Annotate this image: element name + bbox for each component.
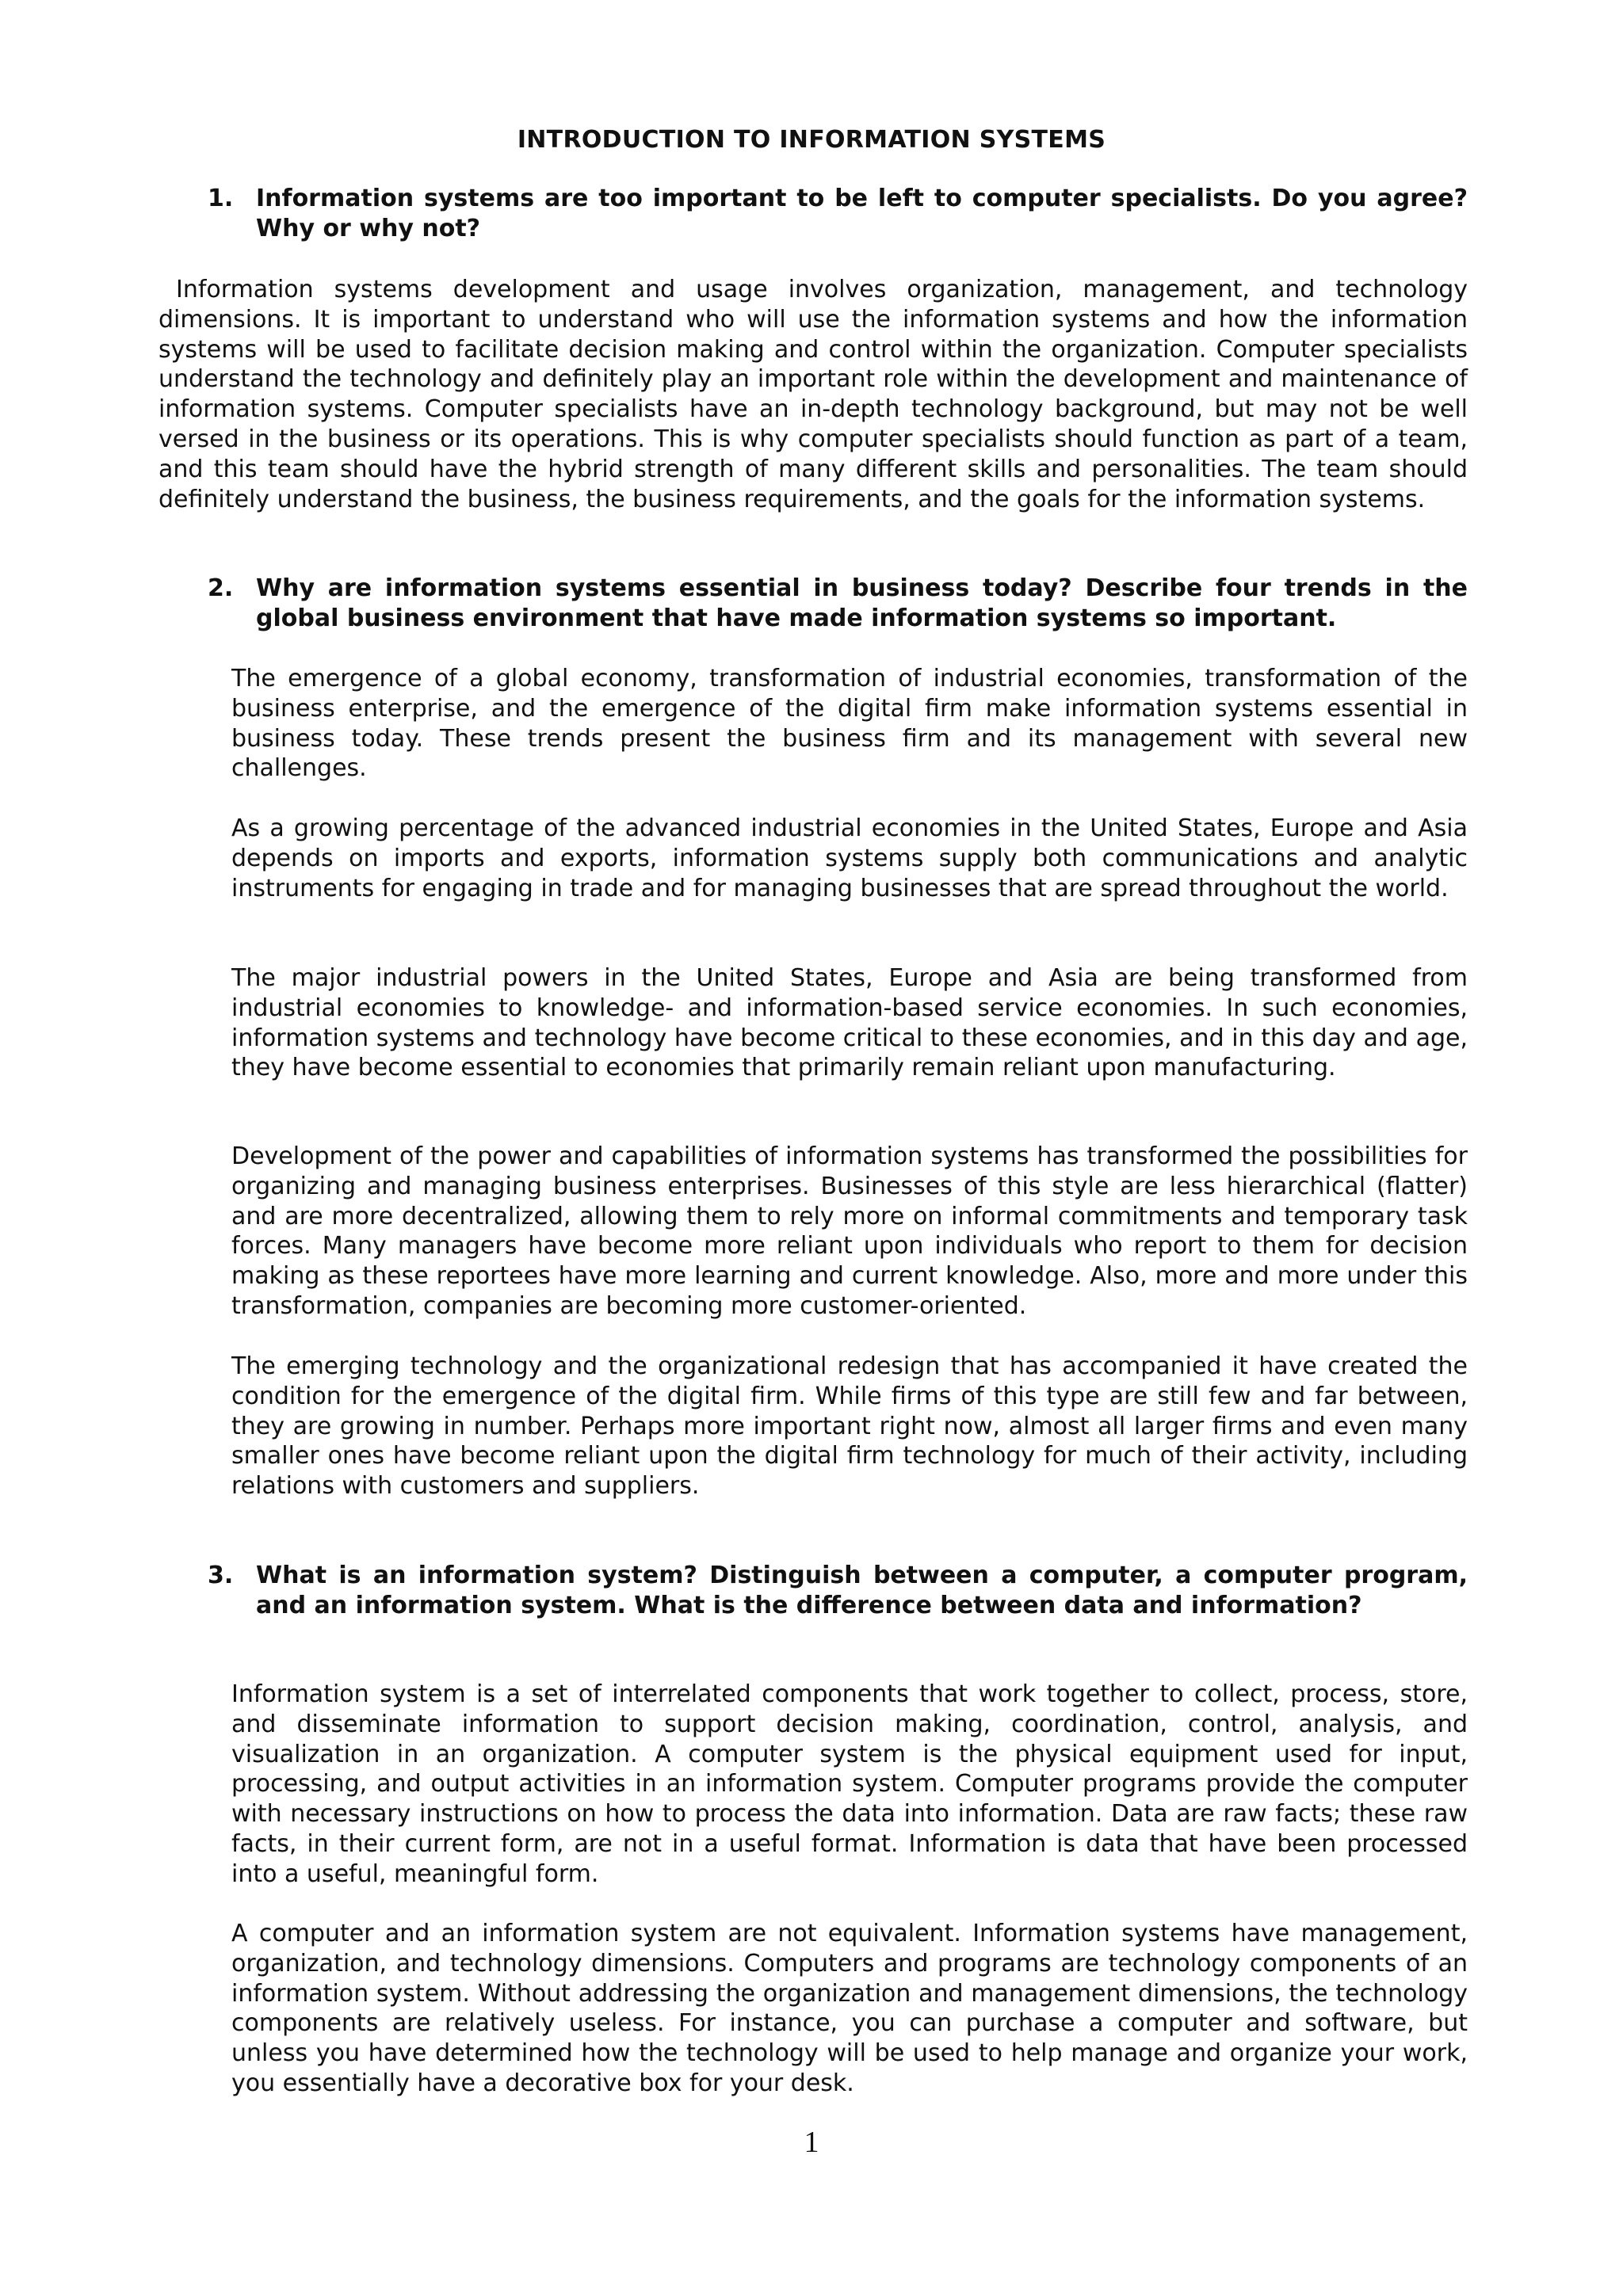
answer-2-paragraph-3: The major industrial powers in the United States, Europe and Asia are being transformed from industrial economies to knowledge- and information-based service economies. In such economies, information systems and technology have become critical to these economies, and in this day and age, they have become essential to economies that primarily remain reliant upon manufacturing. (231, 964, 1468, 1082)
page-number: 1 (804, 2126, 819, 2159)
question-1 (208, 184, 1468, 244)
question-3 (208, 1561, 1468, 1621)
question-2 (208, 574, 1468, 634)
question-1-number: 1. (208, 185, 234, 212)
answer-2-paragraph-5: The emerging technology and the organizational redesign that has accompanied it have created the condition for the emergence of the digital firm. While firms of this type are still few and far between, they are growing in number. Perhaps more important right now, almost all larger firms and even many smaller ones have become reliant upon the digital firm technology for much of their activity, including relations with customers and suppliers. (231, 1352, 1468, 1501)
question-3-number: 3. (208, 1562, 234, 1589)
question-2-text: Why are information systems essential in business today? Describe four trends in the global business environment that have made information systems so important. (256, 574, 1468, 632)
answer-2-paragraph-2: As a growing percentage of the advanced industrial economies in the United States, Europe and Asia depends on imports and exports, information systems supply both communications and analytic instruments for engaging in trade and for managing businesses that are spread throughout the world. (231, 814, 1468, 902)
answer-2-paragraph-4: Development of the power and capabilities of information systems has transformed the possibilities for organizing and managing business enterprises. Businesses of this style are less hierarchical (flatter) and are more decentralized, allowing them to rely more on informal commitments and temporary task forces. Many managers have become more reliant upon individuals who report to them for decision making as these reportees have more learning and current knowledge. Also, more and more under this transformation, companies are becoming more customer-oriented. (231, 1142, 1468, 1320)
answer-3-paragraph-2: A computer and an information system are not equivalent. Information systems have management, organization, and technology dimensions. Computers and programs are technology components of an information system. Without addressing the organization and management dimensions, the technology components are relatively useless. For instance, you can purchase a computer and software, but unless you have determined how the technology will be used to help manage and organize your work, you essentially have a decorative box for your desk. (231, 1920, 1468, 2097)
document-title: INTRODUCTION TO INFORMATION SYSTEMS (517, 126, 1106, 154)
answer-1-paragraph-1: Information systems development and usage involves organization, management, and technology dimensions. It is important to understand who will use the information systems and how the information systems will be used to facilitate decision making and control within the organization. Computer specialists understand the technology and definitely play an important role within the development and maintenance of information systems. Computer specialists have an in-depth technology background, but may not be well versed in the business or its operations. This is why computer specialists should function as part of a team, and this team should have the hybrid strength of many different skills and personalities. The team should definitely understand the business, the business requirements, and the goals for the information systems. (158, 276, 1468, 513)
question-1-text: Information systems are too important to be left to computer specialists. Do you agree? Why or why not? (256, 185, 1468, 242)
answer-2-paragraph-1: The emergence of a global economy, transformation of industrial economies, transformation of the business enterprise, and the emergence of the digital firm make information systems essential in business today. These trends present the business firm and its management with several new challenges. (231, 665, 1468, 783)
question-3-text: What is an information system? Distinguish between a computer, a computer program, and an information system. What is the difference between data and information? (256, 1562, 1468, 1619)
question-2-number: 2. (208, 574, 234, 602)
answer-3-paragraph-1: Information system is a set of interrelated components that work together to collect, process, store, and disseminate information to support decision making, coordination, control, analysis, and visualization in an organization. A computer system is the physical equipment used for input, processing, and output activities in an information system. Computer programs provide the computer with necessary instructions on how to process the data into information. Data are raw facts; these raw facts, in their current form, are not in a useful format. Information is data that have been processed into a useful, meaningful form. (231, 1680, 1468, 1888)
